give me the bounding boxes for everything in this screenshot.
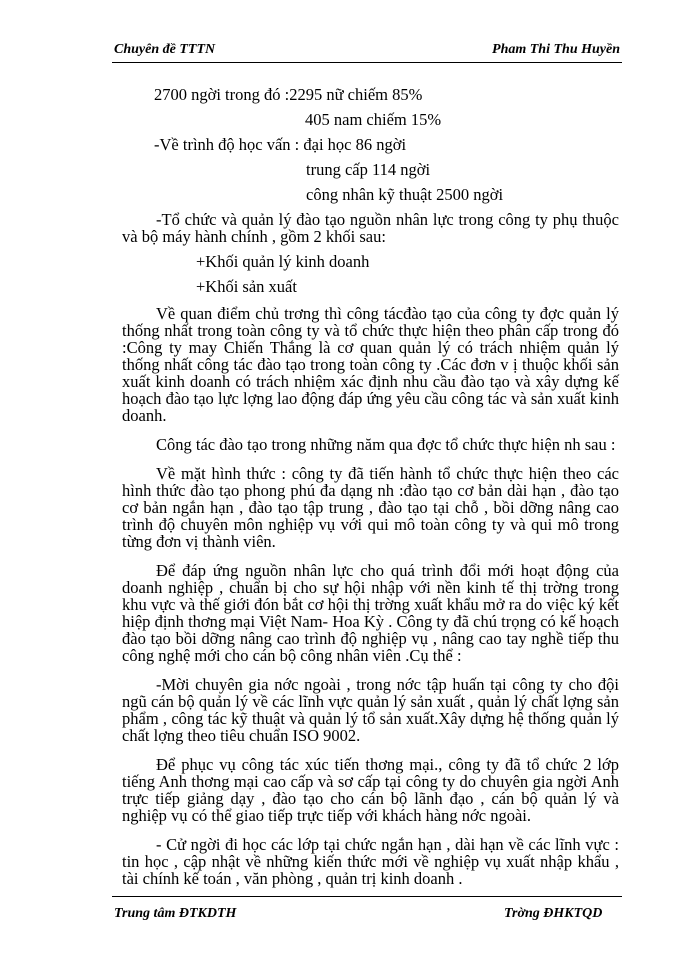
org-intro-paragraph: -Tổ chức và quản lý đào tạo nguồn nhân lực trong công ty phụ thuộc và bộ máy hành chính , gồm 2 khối sau: [122, 210, 619, 246]
footer-center: Trung tâm ĐTKDTH [114, 906, 237, 921]
document-body [122, 86, 619, 887]
header-title: Chuyên đề TTTN [114, 42, 216, 57]
paragraph-viewpoint: Về quan điểm chủ trơng thì công tácđào tạo của công ty đợc quản lý thống nhất trong toàn công ty và tổ chức thực hiện theo phân cấp trong đó :Công ty may Chiến Thắng là cơ quan quản lý có trách nhiệm quản lý thống nhất công tác đào tạo trong toàn công ty .Các đơn v ị thuộc khối sản xuất kinh doanh có trách nhiệm xác định nhu cầu đào tạo và xây dựng kế hoạch đào tạo lực lợng lao động đáp ứng yêu cầu công tác và sản xuất kinh doanh. [122, 304, 619, 425]
paragraph-experts: -Mời chuyên gia nớc ngoài , trong nớc tập huấn tại công ty cho đội ngũ cán bộ quản lý về các lĩnh vực quản lý sản xuất , quản lý chất lợng sản phẩm , công tác kỹ thuật và quản lý tổ sản xuất.Xây dựng hệ thống quản lý chất lợng theo tiêu chuẩn ISO 9002. [122, 675, 619, 745]
paragraph-courses: - Cử ngời đi học các lớp tại chức ngắn hạn , dài hạn về các lĩnh vực : tin học , cập nhật về những kiến thức mới về nghiệp vụ xuất nhập khẩu , tài chính kế toán , văn phòng , quản trị kinh doanh . [122, 835, 619, 888]
paragraph-training-intro: Công tác đào tạo trong những năm qua đợc tổ chức thực hiện nh sau : [156, 435, 616, 454]
stats-male-line: 405 nam chiếm 15% [305, 110, 442, 129]
stats-workers-line: công nhân kỹ thuật 2500 ngời [306, 185, 504, 204]
stats-college-line: trung cấp 114 ngời [306, 160, 431, 179]
stats-total-line: 2700 ngời trong đó :2295 nữ chiếm 85% [154, 85, 423, 104]
paragraph-trade-promotion: Để phục vụ công tác xúc tiến thơng mại., công ty đã tổ chức 2 lớp tiếng Anh thơng mại cao cấp và sơ cấp tại công ty do chuyên gia ngời Anh trực tiếp giảng dạy , đào tạo cho cán bộ lãnh đạo , cán bộ quản lý và nghiệp vụ có thể giao tiếp trực tiếp với khách hàng nớc ngoài. [122, 755, 619, 825]
paragraph-workforce: Để đáp ứng nguồn nhân lực cho quá trình đổi mới hoạt động của doanh nghiệp , chuẩn bị cho sự hội nhập với nền kinh tế thị trờng trong khu vực và thế giới đón bắt cơ hội thị trờng xuất khẩu mở ra do việc ký kết hiệp định thơng mại Việt Nam- Hoa Kỳ . Công ty đã chú trọng có kế hoạch đào tạo bồi dỡng nâng cao trình độ nghiệp vụ , nâng cao tay nghề tiếp thu công nghệ mới cho cán bộ công nhân viên .Cụ thể : [122, 561, 619, 665]
paragraph-training-forms: Về mặt hình thức : công ty đã tiến hành tổ chức thực hiện theo các hình thức đào tạo phong phú đa dạng nh :đào tạo cơ bản dài hạn , đào tạo cơ bản ngắn hạn , đào tạo tập trung , đào tạo tại chỗ , bồi dỡng nâng cao trình độ chuyên môn nghiệp vụ với qui mô toàn công ty và qui mô trong từng đơn vị thành viên. [122, 464, 619, 551]
stats-education-line: -Về trình độ học vấn : đại học 86 ngời [154, 135, 407, 154]
page-footer [112, 896, 622, 927]
footer-university: Trờng ĐHKTQD [504, 906, 603, 921]
page-header [112, 38, 622, 63]
header-author: Pham Thi Thu Huyền [492, 42, 620, 57]
org-block-production: +Khối sản xuất [196, 277, 297, 296]
org-block-management: +Khối quản lý kinh doanh [196, 252, 370, 271]
